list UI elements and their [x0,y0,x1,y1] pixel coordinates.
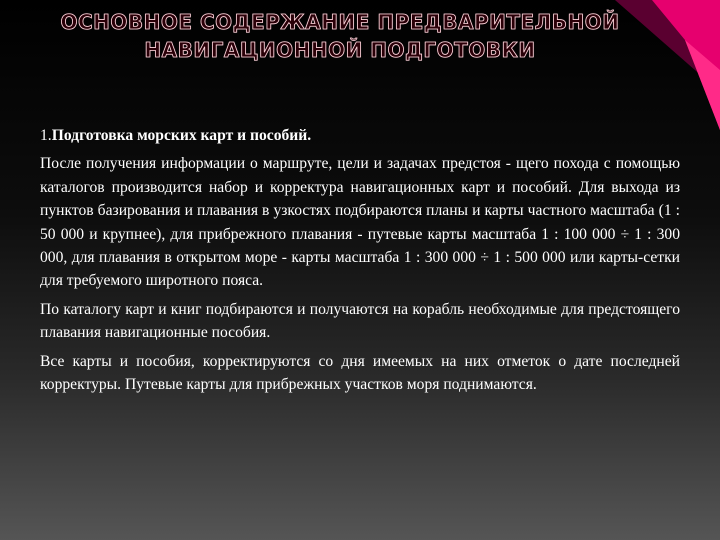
paragraph-1: После получения информации о маршруте, цели и задачах предстоя - щего похода с помощью каталогов производится набор и корректура навигационных карт и пособий. Для выхода из пунктов базирования и плавания в узкостях подбираются планы и карты частного масштаба (1 : 50 000 и крупнее), для прибрежного плавания - путевые карты масштаба 1 : 100 000 ÷ 1 : 300 000, для плавания в открытом море - карты масштаба 1 : 300 000 ÷ 1 : 500 000 или карты-сетки для требуемого широтного пояса. [40,155,680,290]
section-heading [40,124,680,147]
title-line-1: ОСНОВНОЕ СОДЕРЖАНИЕ ПРЕДВАРИТЕЛЬНОЙ [60,10,620,34]
section-number: 1. [40,127,52,144]
section-heading-text: Подготовка морских карт и пособий. [51,127,312,144]
paragraph-3: Все карты и пособия, корректируются со дня имеемых на них отметок о дате последней корректуры. Путевые карты для прибрежных участков моря поднимаются. [40,352,680,394]
slide-body [40,124,680,401]
slide-title [40,8,640,64]
paragraph-2: По каталогу карт и книг подбираются и получаются на корабль необходимые для предстоящего плавания навигационные пособия. [40,300,680,342]
title-line-2: НАВИГАЦИОННОЙ ПОДГОТОВКИ [144,38,536,62]
